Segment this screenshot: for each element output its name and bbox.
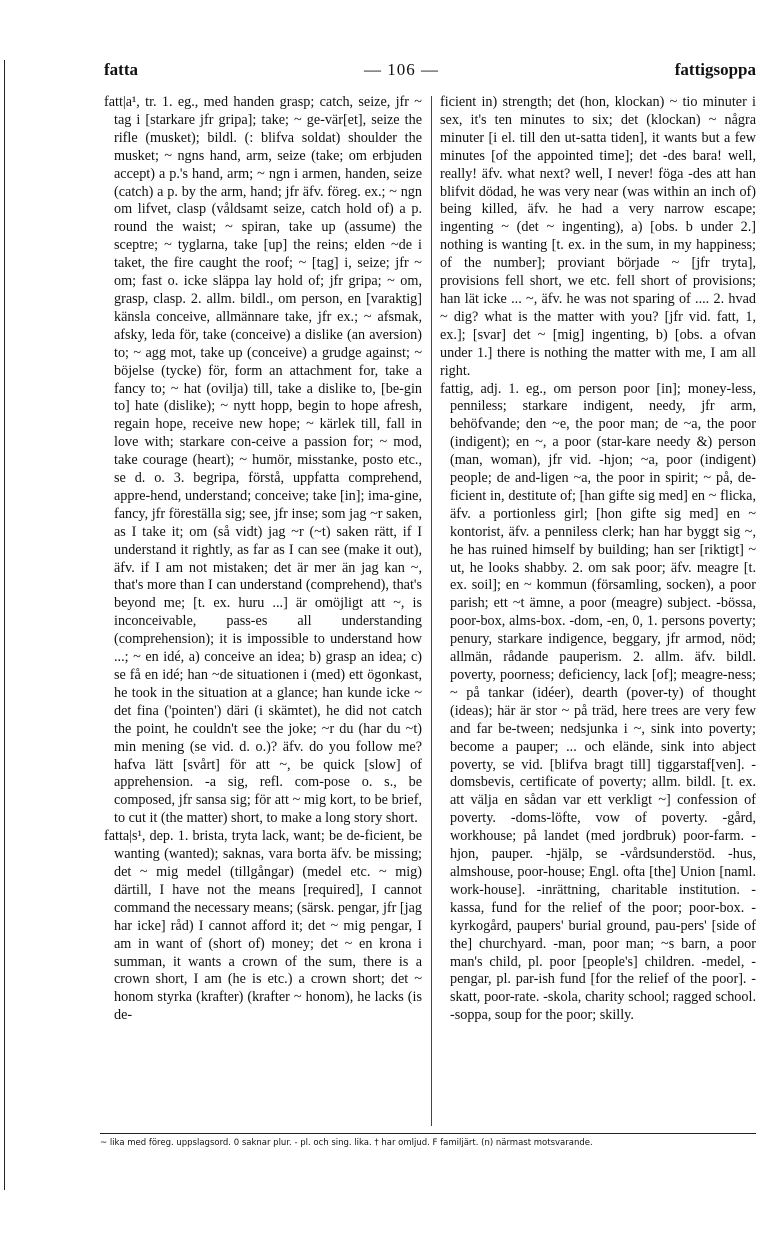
footer-rule <box>100 1133 756 1134</box>
entry-fatta: fatt|a¹, tr. 1. eg., med handen grasp; catch, seize, jfr ~ tag i [starkare jfr gripa]; take; ~ ge-vär[et], seize the rifle (musket); bildl. (: blifva soldat) shoulder the musket; ~ ngns hand, arm, seize (take; om erbjuden accept) a p.'s hand, arm; ~ ngn i armen, handen, seize (catch) a p. by the arm, hand; jfr äfv. föreg. ex.; ~ ngn om lifvet, clasp (våldsamt seize, catch hold of) a p. round the waist; ~ spiran, take up (assume) the sceptre; ~ tyglarna, take [up] the reins; elden ~de i taket, the fire caught the roof; ~ [tag] i, seize; jfr ~ om; fast o. icke släppa lay hold of; jfr gripa; ~ om, grasp, clasp. 2. allm. bildl., om person, en [varaktig] känsla conceive, allmännare take, jfr ex.; ~ afsmak, afsky, leda för, take (conceive) a dislike (an aversion) to; ~ agg mot, take up (conceive) a grudge against; ~ böjelse (tycke) för, form an attachment for, take a fancy to; ~ hat (ovilja) till, take a dislike to, [be-gin to] hate (dislike); ~ nytt hopp, begin to hope afresh, regain hope, receive new hope; ~ kärlek till, fall in love with; starkare con-ceive a passion for; ~ mod, take courage (heart); ~ humör, misstanke, posto etc., se d. o. 3. begripa, förstå, uppfatta comprehend, appre-hend, understand; conceive; take [in]; ima-gine, fancy, jfr föreställa sig; see, jfr inse; som jag ~r saken, as I take it; om (så vidt) jag ~r (~t) saken rätt, if I understand it rightly, as far as I can see (make it out), äfv. if I am not mistaken; det är mer än jag kan ~, that's more than I can understand (comprehend), that's beyond me; [t. ex. huru ...] är omöjligt att ~, is inconceivable, pass-es all understanding (comprehension); it is impossible to understand how ...; ~ en idé, a) conceive an idea; b) grasp an idea; c) se få en idé; han ~de situationen i (med) ett ögonkast, he took in the situation at a glance; han kunde icke ~ det fina ('pointen') däri (i skämtet), he did not catch the point, he couldn't see the joke; ~r du (har du ~t) min mening (se vid. d. o.)? äfv. do you follow me? hafva lätt [svårt] för att ~, be quick [slow] of apprehension. -a sig, refl. com-pose o. s., be composed, jfr sansa sig; för att ~ mig kort, to be brief, to cut it (the matter) short, to make a long story short. <box>104 94 422 827</box>
running-header <box>104 60 756 86</box>
page-edge-rule <box>4 60 5 1190</box>
abbreviation-legend: ~ lika med föreg. uppslagsord. 0 saknar plur. - pl. och sing. lika. † har omljud. F familjärt. (n) närmast motsvarande. <box>100 1138 593 1148</box>
entry-fattas: fatta|s¹, dep. 1. brista, tryta lack, want; be de-ficient, be wanting (wanted); saknas, vara borta äfv. be missing; det ~ mig medel (tillgångar) (medel etc. ~ mig) därtill, I have not the means [required], I cannot command the necessary means; (särsk. pengar, jfr [jag har icke] råd) I cannot afford it; det ~ mig pengar, I am in want of (short of) money; det ~ en krona i summan, it wants a crown of the sum, there is a crown short, I am (he is etc.) a crown short; det ~ honom styrka (krafter) (krafter ~ honom), he lacks (is de- <box>104 828 422 1024</box>
column-divider <box>431 96 432 1126</box>
entry-fattig: fattig, adj. 1. eg., om person poor [in]; money-less, penniless; starkare indigent, needy, jfr arm, behöfvande; den ~e, the poor man; de ~a, the poor (indigent); en ~, a poor (star-kare needy &) person (man, woman), jfr vid. -hjon; ~a, poor (indigent) people; de and-ligen ~a, the poor in spirit; ~ på, de-ficient in, destitute of; [han gifte sig med] en ~ flicka, äfv. a portionless girl; [hon gifte sig med] en ~ kontorist, äfv. a penniless clerk; han har byggt sig ~, he has ruined himself by building; han ser [riktigt] ~ ut, he looks shabby. 2. om sak poor; äfv. meagre [t. ex. soil]; en ~ kommun (församling, socken), a poor parish; ett ~t ämne, a poor (meagre) subject. -bössa, poor-box, alms-box. -dom, -en, 0, 1. persons poverty; penury, starkare indigence, beggary, jfr armod, nöd; allmän, rådande pauperism. 2. allm. äfv. bildl. poverty, poorness; deficiency, lack [of]; meagre-ness; ~ på tankar (idéer), dearth (pover-ty) of thought (ideas); här är stor ~ på träd, here trees are very few and far be-tween; nedsjunka i ~, sink into poverty; become a pauper; ... och elände, sink into abject poverty, se vid. [blifva bragt till] tiggarstaf[ven]. -domsbevis, certificate of poverty; allm. bildl. [t. ex. att välja en sådan var ett verkligt ~] confession of poverty. -doms-löfte, vow of poverty. -gård, workhouse; på landet (med jordbruk) poor-farm. -hjon, pauper. -hjälp, se -vårdsunderstöd. -hus, almshouse, poor-house; Engl. ofta [the] Union [naml. work-house]. -inrättning, charitable institution. -kassa, fund for the relief of the poor; poor-box. -kyrkogård, paupers' burial ground, pau-pers' [side of the] churchyard. -man, poor man; ~s barn, a poor man's child, pl. poor [people's] children. -medel, -pengar, pl. par-ish fund [for the relief of the poor]. -skatt, poor-rate. -skola, charity school; ragged school. -soppa, soup for the poor; skilly. <box>440 380 756 1024</box>
header-first-entry: fatta <box>104 60 138 79</box>
entry-fattas-continued: ficient in) strength; det (hon, klockan) ~ tio minuter i sex, it's ten minutes to six; det (klockan) ~ några minuter [i el. till den ut-satta tiden], it wants but a few minutes [of the appointed time]; det -des bara! well, really! äfv. what next? well, I never! föga -des att han blifvit dödad, he was very near (was within an inch of) being killed, äfv. he had a very narrow escape; ingenting ~ (det ~ ingenting), a) [obs. b under 2.] nothing is wanting [t. ex. in the sum, in my happiness; of the number]; proviant började ~ [jfr tryta], provisions fell short, we etc. fell short of provisions; han lät icke ... ~, äfv. he was not sparing of .... 2. hvad ~ dig? what is the matter with you? [jfr vid. fatt, 1, ex.]; [svar] det ~ [mig] ingenting, b) [obs. a ofvan under 1.] there is nothing the matter with me, I am all right. <box>440 94 756 379</box>
page-number: — 106 — <box>364 60 439 79</box>
header-last-entry: fattigsoppa <box>674 60 756 79</box>
left-column <box>104 94 422 1134</box>
right-column <box>440 94 756 1134</box>
